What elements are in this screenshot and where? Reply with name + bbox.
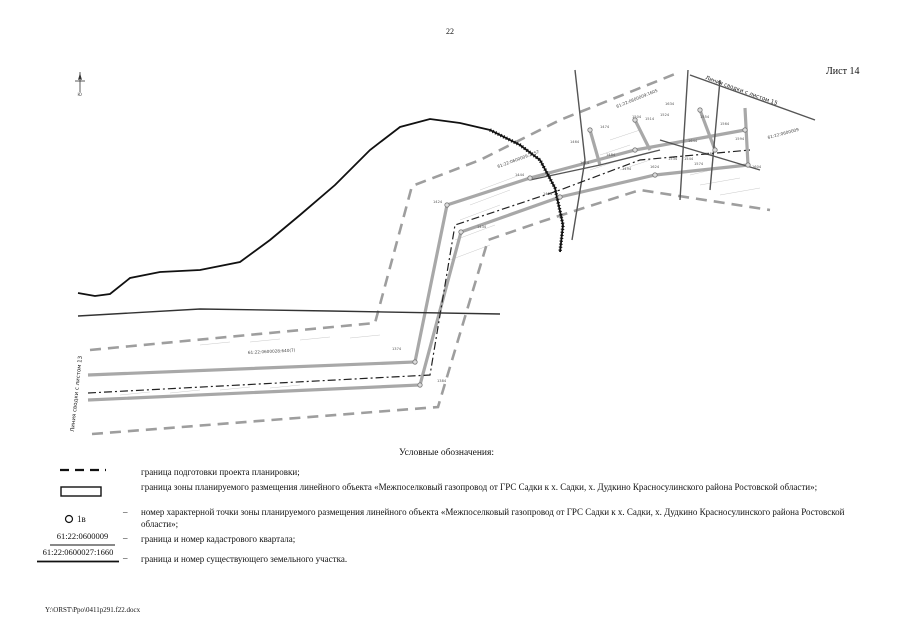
- point-label: 1474: [600, 125, 610, 129]
- point-label: 1564: [720, 122, 730, 126]
- point-label: 1424: [433, 200, 443, 204]
- point-labels: [392, 102, 762, 383]
- point-label: 1604: [752, 165, 762, 169]
- point-label: 1624: [650, 165, 660, 169]
- road-line: [78, 309, 500, 316]
- planning-boundary: [90, 72, 770, 434]
- point-label: 1464: [570, 140, 580, 144]
- point-label: 1444: [515, 173, 525, 177]
- parcel-label: 61:22:0600009:2157: [496, 149, 540, 169]
- land-parcel-code: 61:22:0600027:1660: [42, 547, 114, 557]
- legend-dash: –: [123, 553, 128, 563]
- svg-text:Ю: Ю: [77, 92, 82, 96]
- point-label: 1614: [580, 161, 590, 165]
- point-label: 1514: [645, 117, 655, 121]
- legend-text: граница и номер кадастрового квартала;: [141, 534, 296, 544]
- river-line: [78, 119, 563, 296]
- parcel-label: 61:22:0600009:1605: [615, 87, 659, 109]
- terrain-detail: [120, 130, 760, 395]
- point-circle-icon: [64, 514, 74, 524]
- point-label: 1504: [632, 115, 642, 119]
- point-label: 1554: [700, 115, 710, 119]
- point-label: 1544: [684, 157, 694, 161]
- legend-text: номер характерной точки зоны планируемого размещения линейного объекта «Межпоселковый газопровод от ГРС Садки к х. Садки, х. Дудкино Красносулинского района Ростовской области»;: [141, 507, 845, 529]
- placement-zone: [88, 108, 748, 400]
- parcel-label: 61:22:0600009: [766, 126, 800, 140]
- legend-dash: –: [123, 533, 128, 543]
- match-line-label-top: Линия сводки с листом 15: [704, 75, 779, 108]
- point-label: 1374: [392, 347, 402, 351]
- point-label: 1434: [477, 225, 487, 229]
- point-label: 1534: [668, 157, 678, 161]
- thick-line-symbol: [60, 486, 102, 498]
- legend-text: граница зоны планируемого размещения линейного объекта «Межпоселковый газопровод от ГРС Садки к х. Садки, х. Дудкино Красносулинского района Ростовской области»;: [141, 482, 818, 492]
- legend-text: граница подготовки проекта планировки;: [141, 467, 300, 477]
- point-label: 1384: [437, 379, 447, 383]
- legend-title: Условные обозначения:: [399, 448, 495, 458]
- point-label: 1584: [705, 152, 715, 156]
- parcel-line-symbol: [37, 559, 119, 564]
- cadastral-quarter-code: 61:22:0600009: [56, 531, 109, 541]
- dashed-line-symbol: [60, 466, 106, 474]
- legend-dash: –: [123, 507, 128, 517]
- point-label: 1524: [660, 113, 670, 117]
- point-label: 1634: [665, 102, 675, 106]
- point-label: 1594: [735, 137, 745, 141]
- point-symbol-label: 1в: [77, 514, 86, 524]
- sheet-label: Лист 14: [826, 66, 860, 77]
- footer-file-path: Y:\ORST\Ppo\0411p291.f22.docx: [45, 606, 141, 614]
- cadastral-boundaries: [530, 70, 815, 240]
- point-label: 1574: [694, 162, 704, 166]
- page-number: 22: [446, 27, 454, 36]
- legend-text: граница и номер существующего земельного участка.: [141, 554, 348, 564]
- match-line-label-left: Линия сводки с листом 13: [70, 355, 84, 433]
- characteristic-points: [413, 108, 750, 387]
- point-label: 1494: [622, 167, 632, 171]
- point-label: 1484: [606, 153, 616, 157]
- point-label: 1644: [688, 139, 698, 143]
- point-label: 1454: [543, 192, 553, 196]
- parcel-label: 61:22:0600028:640(7): [247, 347, 296, 355]
